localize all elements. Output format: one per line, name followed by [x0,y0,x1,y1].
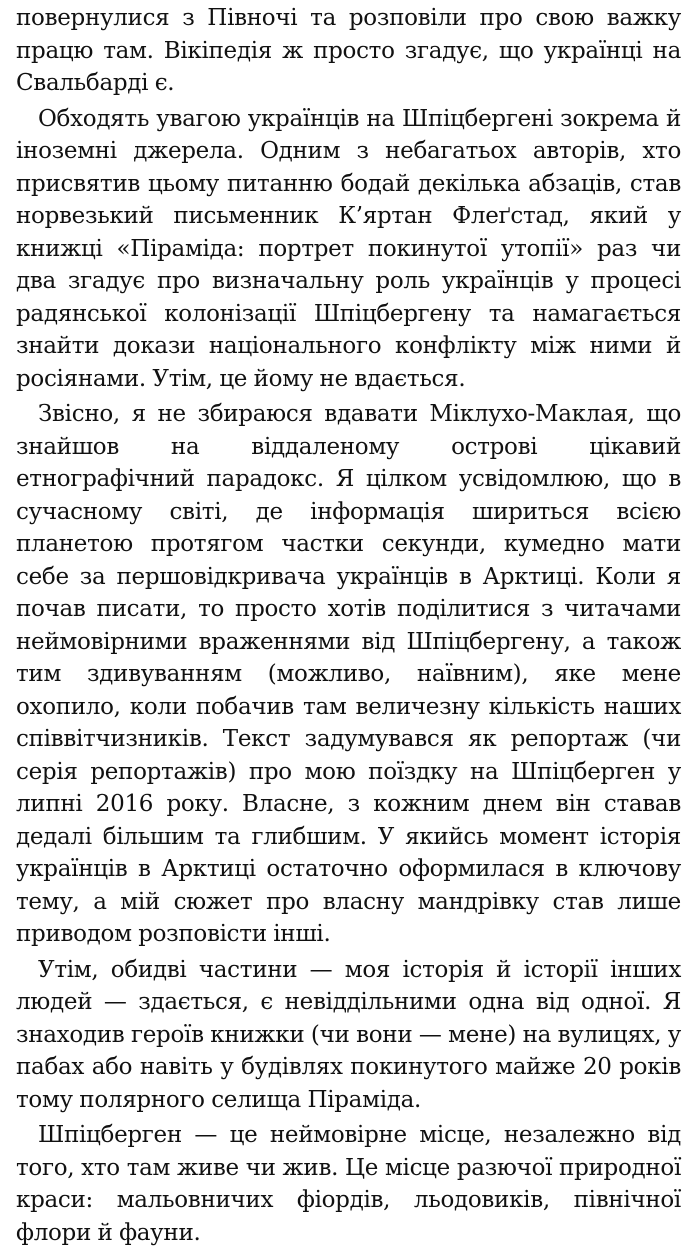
paragraph-spitsbergen: Шпіцберген — це неймовірне місце, незалежно від того, хто там живе чи жив. Це місце разючої природної краси: мальовничих фіордів, льодовиків, північної флори й фауни. [16,1122,681,1246]
paragraph-author-intent: Звісно, я не збираюся вдавати Міклухо-Маклая, що знайшов на віддаленому острові цікавий етнографічний парадокс. Я цілком усвідомлюю, що в сучасному світі, де інформація шириться всією планетою протягом частки секунди, кумедно мати себе за першовідкривача українців в Арктиці. Коли я почав писати, то просто хотів поділитися з читачами неймовірними враженнями від Шпіцбергену, а також тим здивуванням (можливо, наївним), яке мене охопило, коли побачив там величезну кількість наших співвітчизників. Текст задумувався як репортаж (чи серія репортажів) про мою поїздку на Шпіцберген у липні 2016 року. Власне, з кожним днем він ставав дедалі більшим та глибшим. У якийсь момент історія українців в Арктиці остаточно оформилася в ключову тему, а мій сюжет про власну мандрівку став лише приводом розповісти інші. [16,401,681,947]
paragraph-continued: повернулися з Півночі та розповіли про свою важку працю там. Вікіпедія ж просто згадує, що українці на Свальбарді є. [16,5,681,96]
paragraph-foreign-sources: Обходять увагою українців на Шпіцбергені зокрема й іноземні джерела. Одним з небагатьох авторів, хто присвятив цьому питанню бодай декілька абзаців, став норвезький письменник К’яртан Флеґстад, який у книжці «Піраміда: портрет покинутої утопії» раз чи два згадує про визначальну роль українців у процесі радянської колонізації Шпіцбергену та намагається знайти докази національного конфлікту між ними й росіянами. Утім, це йому не вдається. [16,105,681,392]
paragraph-two-parts: Утім, обидві частини — моя історія й історії інших людей — здається, є невіддільними одна від одної. Я знаходив героїв книжки (чи вони — мене) на вулицях, у пабах або навіть у будівлях покинутого майже 20 років тому полярного селища Піраміда. [16,956,681,1113]
